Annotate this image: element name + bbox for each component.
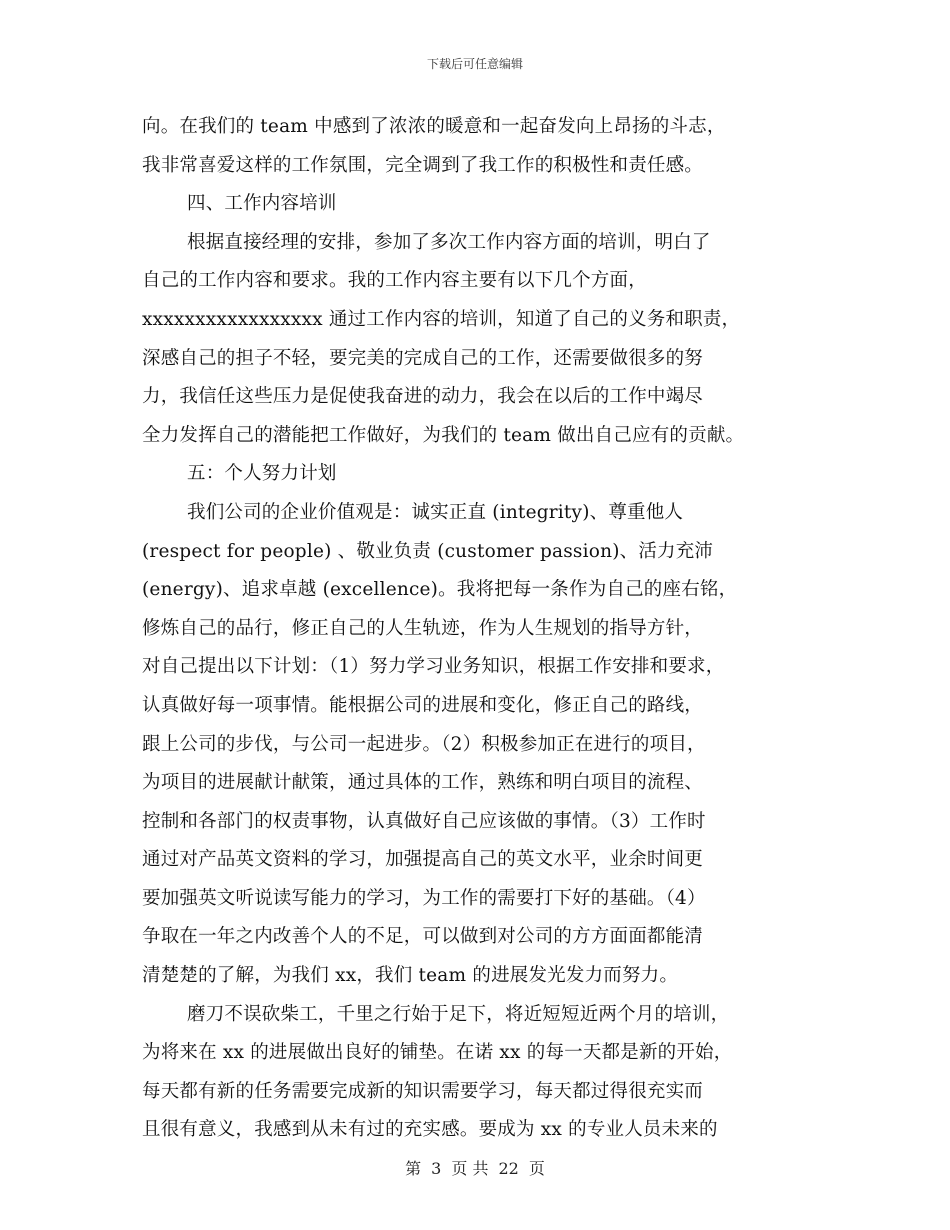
page-footer (0, 1156, 950, 1179)
text-line: 为将来在 xx 的进展做出良好的铺垫。在诺 xx 的每一天都是新的开始， (142, 1042, 733, 1064)
document-body (142, 108, 832, 1150)
text-line: 向。在我们的 team 中感到了浓浓的暖意和一起奋发向上昂扬的斗志， (142, 116, 726, 137)
text-line: 争取在一年之内改善个人的不足，可以做到对公司的方方面面都能清 (142, 926, 704, 948)
text-line: 清楚楚的了解，为我们 xx，我们 team 的进展发光发力而努力。 (142, 965, 679, 987)
text-line: 我们公司的企业价值观是：诚实正直 (integrity)、尊重他人 (187, 501, 684, 523)
text-line: 修炼自己的品行，修正自己的人生轨迹，作为人生规划的指导方针， (142, 617, 704, 639)
text-line: 跟上公司的步伐，与公司一起进步。（2）积极参加正在进行的项目， (142, 733, 706, 755)
text-line: 深感自己的担子不轻，要完美的完成自己的工作，还需要做很多的努 (142, 347, 704, 369)
footer-prefix: 第 (405, 1159, 422, 1178)
text-line: 每天都有新的任务需要完成新的知识需要学习，每天都过得很充实而 (142, 1080, 704, 1102)
text-line: 对自己提出以下计划：（1）努力学习业务知识，根据工作安排和要求， (142, 656, 725, 678)
text-line: 我非常喜爱这样的工作氛围，完全调到了我工作的积极性和责任感。 (142, 154, 704, 176)
text-line: 自己的工作内容和要求。我的工作内容主要有以下几个方面， (142, 270, 647, 292)
text-line: 全力发挥自己的潜能把工作做好，为我们的 team 做出自己应有的贡献。 (142, 424, 745, 446)
text-line: (respect for people) 、敬业负责 (customer passion)、活力充沛 (142, 540, 714, 562)
page-header: 下载后可任意编辑 (426, 57, 523, 71)
text-line: 力，我信任这些压力是促使我奋进的动力，我会在以后的工作中竭尽 (142, 386, 704, 408)
text-line: 且很有意义，我感到从未有过的充实感。要成为 xx 的专业人员未来的 (142, 1119, 718, 1141)
footer-suffix: 页 (528, 1159, 545, 1178)
text-line: xxxxxxxxxxxxxxxxx 通过工作内容的培训，知道了自己的义务和职责， (142, 308, 741, 330)
text-line: 磨刀不误砍柴工，千里之行始于足下，将近短短近两个月的培训， (187, 1003, 730, 1025)
text-line: 控制和各部门的权责事物，认真做好自己应该做的事情。（3）工作时 (142, 810, 706, 832)
footer-total-pages: 22 (498, 1159, 519, 1178)
text-line: 通过对产品英文资料的学习，加强提高自己的英文水平，业余时间更 (142, 849, 704, 871)
footer-mid: 页 共 (451, 1159, 489, 1178)
text-line: 要加强英文听说读写能力的学习，为工作的需要打下好的基础。（4） (142, 887, 706, 909)
footer-page-number: 3 (431, 1159, 442, 1178)
text-line: (energy)、追求卓越 (excellence)。我将把每一条作为自己的座右铭， (142, 579, 738, 601)
text-line: 根据直接经理的安排，参加了多次工作内容方面的培训，明白了 (187, 231, 711, 253)
section-heading: 五：个人努力计划 (187, 463, 337, 485)
text-line: 认真做好每一项事情。能根据公司的进展和变化，修正自己的路线， (142, 694, 704, 716)
text-line: 为项目的进展献计献策，通过具体的工作，熟练和明白项目的流程、 (142, 772, 704, 794)
section-heading: 四、工作内容培训 (187, 193, 337, 215)
